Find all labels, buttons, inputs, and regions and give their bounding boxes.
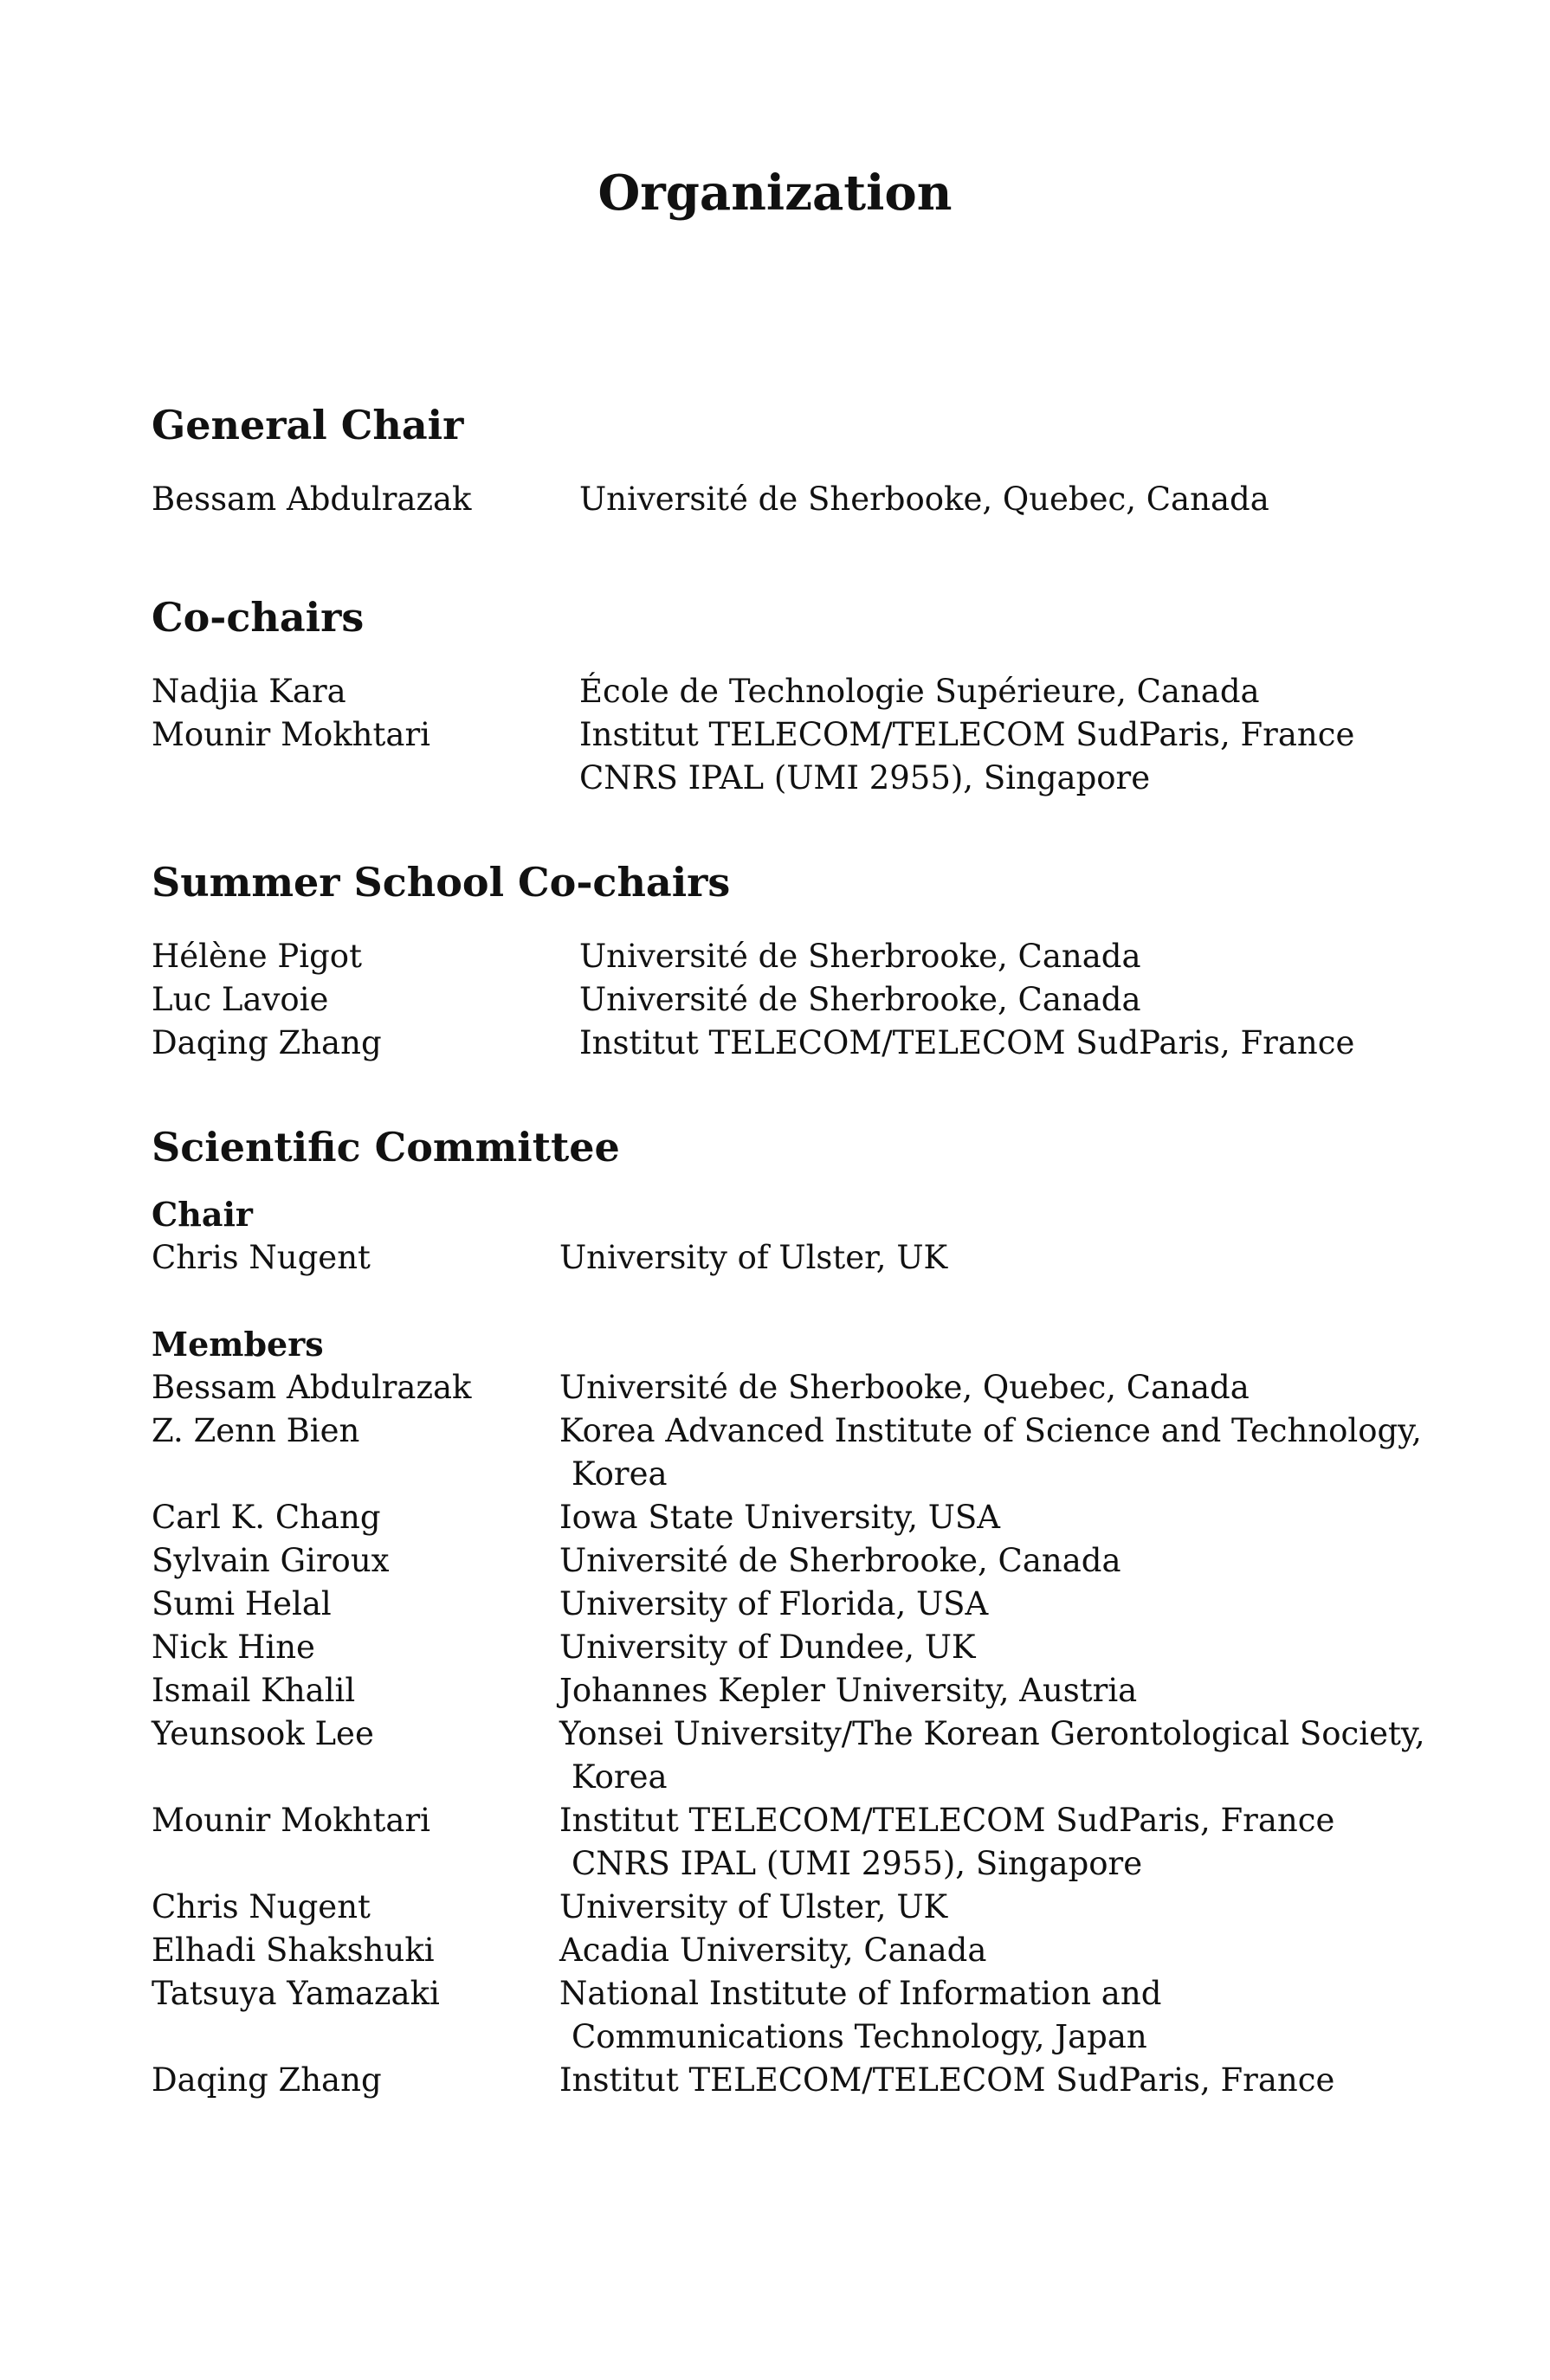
affiliation-line: Université de Sherbooke, Quebec, Canada <box>559 1369 1250 1406</box>
affiliation <box>579 978 1450 1022</box>
affiliation-line: University of Ulster, UK <box>559 1888 948 1925</box>
affiliation <box>559 1366 1450 1409</box>
affiliation-continuation: Communications Technology, Japan <box>572 2018 1147 2055</box>
affiliation <box>559 1972 1450 2059</box>
affiliation <box>579 670 1450 713</box>
member-row <box>152 1496 1450 1539</box>
affiliation-line: Université de Sherbrooke, Canada <box>579 981 1141 1018</box>
person-name: Tatsuya Yamazaki <box>152 1975 440 2012</box>
person-name: Nadjia Kara <box>152 673 346 710</box>
summer-school-heading: Summer School Co-chairs <box>152 859 731 906</box>
affiliation <box>559 2059 1450 2102</box>
affiliation-line: Iowa State University, USA <box>559 1499 1000 1536</box>
general-chair-section <box>152 402 1450 521</box>
affiliation-line: National Institute of Information and <box>559 1975 1162 2012</box>
affiliation <box>559 1799 1450 1886</box>
person-name: Bessam Abdulrazak <box>152 1369 472 1406</box>
affiliation <box>579 935 1450 978</box>
affiliation-line: École de Technologie Supérieure, Canada <box>579 673 1260 710</box>
affiliation <box>579 478 1450 521</box>
person-name: Sylvain Giroux <box>152 1542 390 1579</box>
affiliation-line: Institut TELECOM/TELECOM SudParis, France <box>559 1802 1335 1839</box>
member-row <box>152 1366 1450 1409</box>
affiliation <box>559 1929 1450 1972</box>
member-row <box>152 1583 1450 1626</box>
person-name: Z. Zenn Bien <box>152 1412 360 1449</box>
person-name: Yeunsook Lee <box>152 1715 374 1752</box>
affiliation <box>559 1583 1450 1626</box>
person-name: Ismail Khalil <box>152 1672 356 1709</box>
affiliation-line: Korea Advanced Institute of Science and Technology, <box>559 1412 1422 1449</box>
affiliation-continuation: Korea <box>572 1455 668 1493</box>
affiliation-continuation: Korea <box>572 1758 668 1796</box>
person-name: Daqing Zhang <box>152 2061 382 2099</box>
scientific-committee-heading: Scientific Committee <box>152 1124 620 1171</box>
co-chairs-section <box>152 594 1450 800</box>
affiliation-line: Institut TELECOM/TELECOM SudParis, France <box>559 2061 1335 2099</box>
members-list <box>152 1366 1450 2102</box>
affiliation <box>579 1022 1450 1065</box>
member-row <box>152 1972 1450 2059</box>
affiliation-line: Institut TELECOM/TELECOM SudParis, France <box>579 716 1355 753</box>
person-name: Chris Nugent <box>152 1239 371 1276</box>
member-row <box>152 2059 1450 2102</box>
member-row <box>152 1669 1450 1712</box>
member-row <box>152 1799 1450 1886</box>
affiliation-line: Université de Sherbrooke, Canada <box>579 938 1141 975</box>
organizer-row <box>152 478 1450 521</box>
affiliation <box>559 1669 1450 1712</box>
person-name: Nick Hine <box>152 1629 315 1666</box>
organizer-row <box>152 1022 1450 1065</box>
affiliation <box>559 1539 1450 1583</box>
organizer-row <box>152 670 1450 713</box>
affiliation <box>559 1712 1450 1799</box>
members-subheading: Members <box>152 1325 324 1364</box>
person-name: Mounir Mokhtari <box>152 1802 430 1839</box>
affiliation-line: Université de Sherbooke, Quebec, Canada <box>579 481 1269 518</box>
affiliation-line: Institut TELECOM/TELECOM SudParis, France <box>579 1024 1355 1061</box>
affiliation-continuation: CNRS IPAL (UMI 2955), Singapore <box>572 1845 1143 1882</box>
affiliation <box>559 1626 1450 1669</box>
organizer-row <box>152 1236 1450 1280</box>
affiliation-line: Yonsei University/The Korean Gerontological Society, <box>559 1715 1425 1752</box>
scientific-committee-section <box>152 1124 1450 2102</box>
affiliation <box>559 1409 1450 1496</box>
affiliation-line: University of Ulster, UK <box>559 1239 948 1276</box>
affiliation-line: Acadia University, Canada <box>559 1932 987 1969</box>
affiliation-line: Université de Sherbrooke, Canada <box>559 1542 1121 1579</box>
member-row <box>152 1886 1450 1929</box>
affiliation-line: CNRS IPAL (UMI 2955), Singapore <box>579 759 1151 797</box>
page-title: Organization <box>597 164 953 222</box>
member-row <box>152 1409 1450 1496</box>
summer-school-section <box>152 859 1450 1065</box>
member-row <box>152 1626 1450 1669</box>
affiliation <box>559 1236 1450 1280</box>
affiliation <box>559 1496 1450 1539</box>
member-row <box>152 1539 1450 1583</box>
organizer-row <box>152 978 1450 1022</box>
affiliation-line: Johannes Kepler University, Austria <box>559 1672 1138 1709</box>
person-name: Mounir Mokhtari <box>152 716 430 753</box>
person-name: Elhadi Shakshuki <box>152 1932 435 1969</box>
person-name: Bessam Abdulrazak <box>152 481 472 518</box>
affiliation <box>559 1886 1450 1929</box>
affiliation <box>579 713 1450 800</box>
person-name: Carl K. Chang <box>152 1499 381 1536</box>
organizer-row <box>152 713 1450 800</box>
person-name: Luc Lavoie <box>152 981 329 1018</box>
chair-subheading: Chair <box>152 1195 253 1234</box>
person-name: Chris Nugent <box>152 1888 371 1925</box>
general-chair-heading: General Chair <box>152 402 464 448</box>
person-name: Sumi Helal <box>152 1585 332 1622</box>
affiliation-line: University of Dundee, UK <box>559 1629 976 1666</box>
member-row <box>152 1712 1450 1799</box>
person-name: Hélène Pigot <box>152 938 362 975</box>
co-chairs-heading: Co-chairs <box>152 594 365 641</box>
member-row <box>152 1929 1450 1972</box>
affiliation-line: University of Florida, USA <box>559 1585 989 1622</box>
organizer-row <box>152 935 1450 978</box>
person-name: Daqing Zhang <box>152 1024 382 1061</box>
